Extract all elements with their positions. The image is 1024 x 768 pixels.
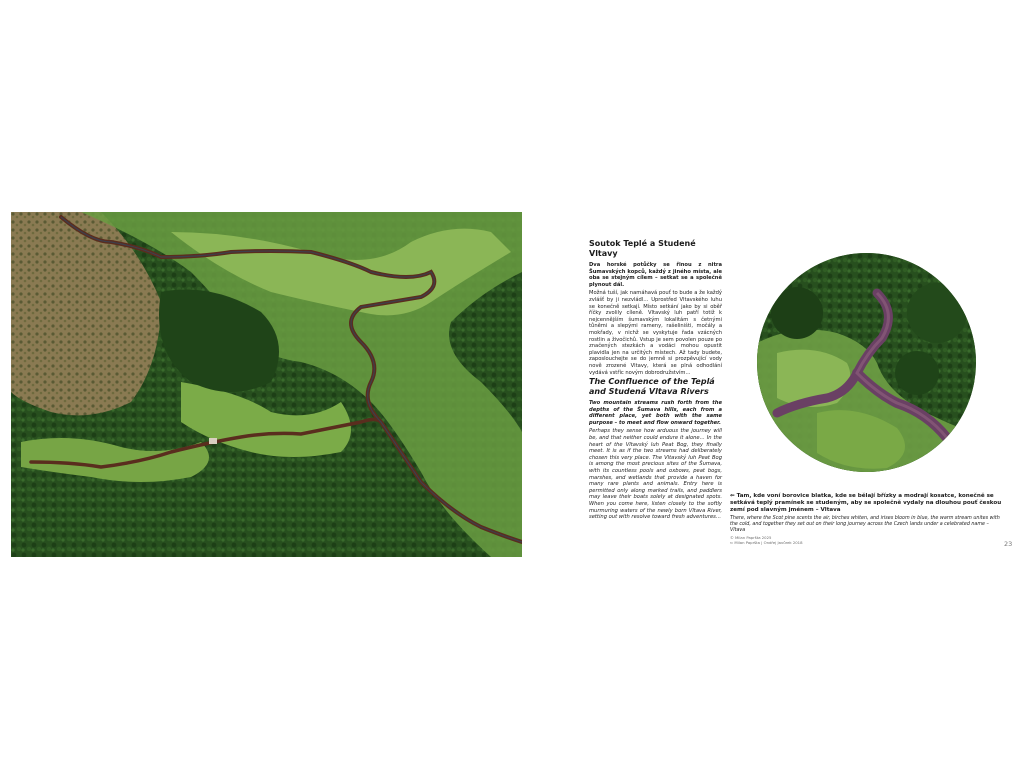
circular-photo-graphic: [757, 253, 976, 472]
caption-english: There, where the Scot pine scents the air, birches whiten, and irises bloom in blue, the warm stream unites with the cold, and together they set out on their long journey across the Czech lands under a celebrated name – Vltava: [730, 516, 1000, 533]
photo-caption: [730, 493, 1005, 546]
caption-czech: [730, 493, 1005, 514]
english-title: The Confluence of the Teplá and Studená Vltava Rivers: [589, 377, 715, 396]
aerial-photo-graphic: [11, 212, 522, 557]
photo-credit-1: © Milan Papršta 2025: [730, 535, 772, 540]
english-text-column: [589, 377, 722, 521]
caption-czech-text: Tam, kde voní borovice blatka, kde se bělají břízky a modrají kosatce, konečně se setkává teplý pramínek se studeným, aby se společně vydaly na dlouhou pouť českou zemí pod slavným jménem – Vltava: [730, 493, 1002, 513]
english-lead: Two mountain streams rush forth from the depths of the Šumava hills, each from a different place, yet both with the same purpose – to meet and flow onward together.: [589, 400, 722, 426]
czech-text-column: [589, 239, 722, 376]
english-body: Perhaps they sense how arduous the journey will be, and that neither could endure it alone… In the heart of the Vltavský luh Peat Bog, they finally meet. It is as if the two streams had deliberately chosen this very place. The Vltavský luh Peat Bog is among the most precious sites of the Šumava, with its countless pools and oxbows, peat bogs, marshes, and wetlands that provide a haven for many rare plants and animals. Entry here is permitted only along marked trails, and paddlers may leave their boats solely at designated spots. When you come here, listen closely to the softly murmuring waters of the newly born Vltava River, setting out with resolve toward fresh adventures…: [589, 428, 722, 521]
page-number: 23: [1004, 540, 1013, 548]
czech-title: Soutok Teplé a Studené Vltavy: [589, 239, 696, 258]
aerial-photo-meandering-river: [11, 212, 522, 557]
czech-body: Možná tuší, jak namáhavá pouť to bude a že každý zvlášť by ji nezvládl… Uprostřed Vltavského luhu se konečně setkají. Místo setkání jako by si oběř říčky zvolily cíleně. Vltavský luh patří totiž k nejcennějším šumavským lokalitám s četnými tůněmi a slepými rameny, rašeliništi, močály a mokřady, v nichž se vyskytuje řada vzácných rostlin a živočichů. Vstup je sem povolen pouze po značených stezkách a vodáci mohou opustit plavidla jen na určitých místech. Až tady budete, zaposlouchejte se do jemně si prozpěvující vody nově zrozené Vltavy, která se plná odhodlání vydává vstříc novým dobrodružstvím…: [589, 290, 722, 376]
photo-credit-2: ⇐ Milan Papršta | Ondřej Javůrek 2018: [730, 539, 803, 545]
circular-photo-river: [757, 253, 976, 472]
czech-lead: Dva horské potůčky se řinou z nitra Šumavských kopců, každý z jiného místa, ale oba se stejným cílem – setkat se a společně plynout dál.: [589, 262, 722, 288]
caption-arrow: ⇐: [730, 493, 735, 499]
